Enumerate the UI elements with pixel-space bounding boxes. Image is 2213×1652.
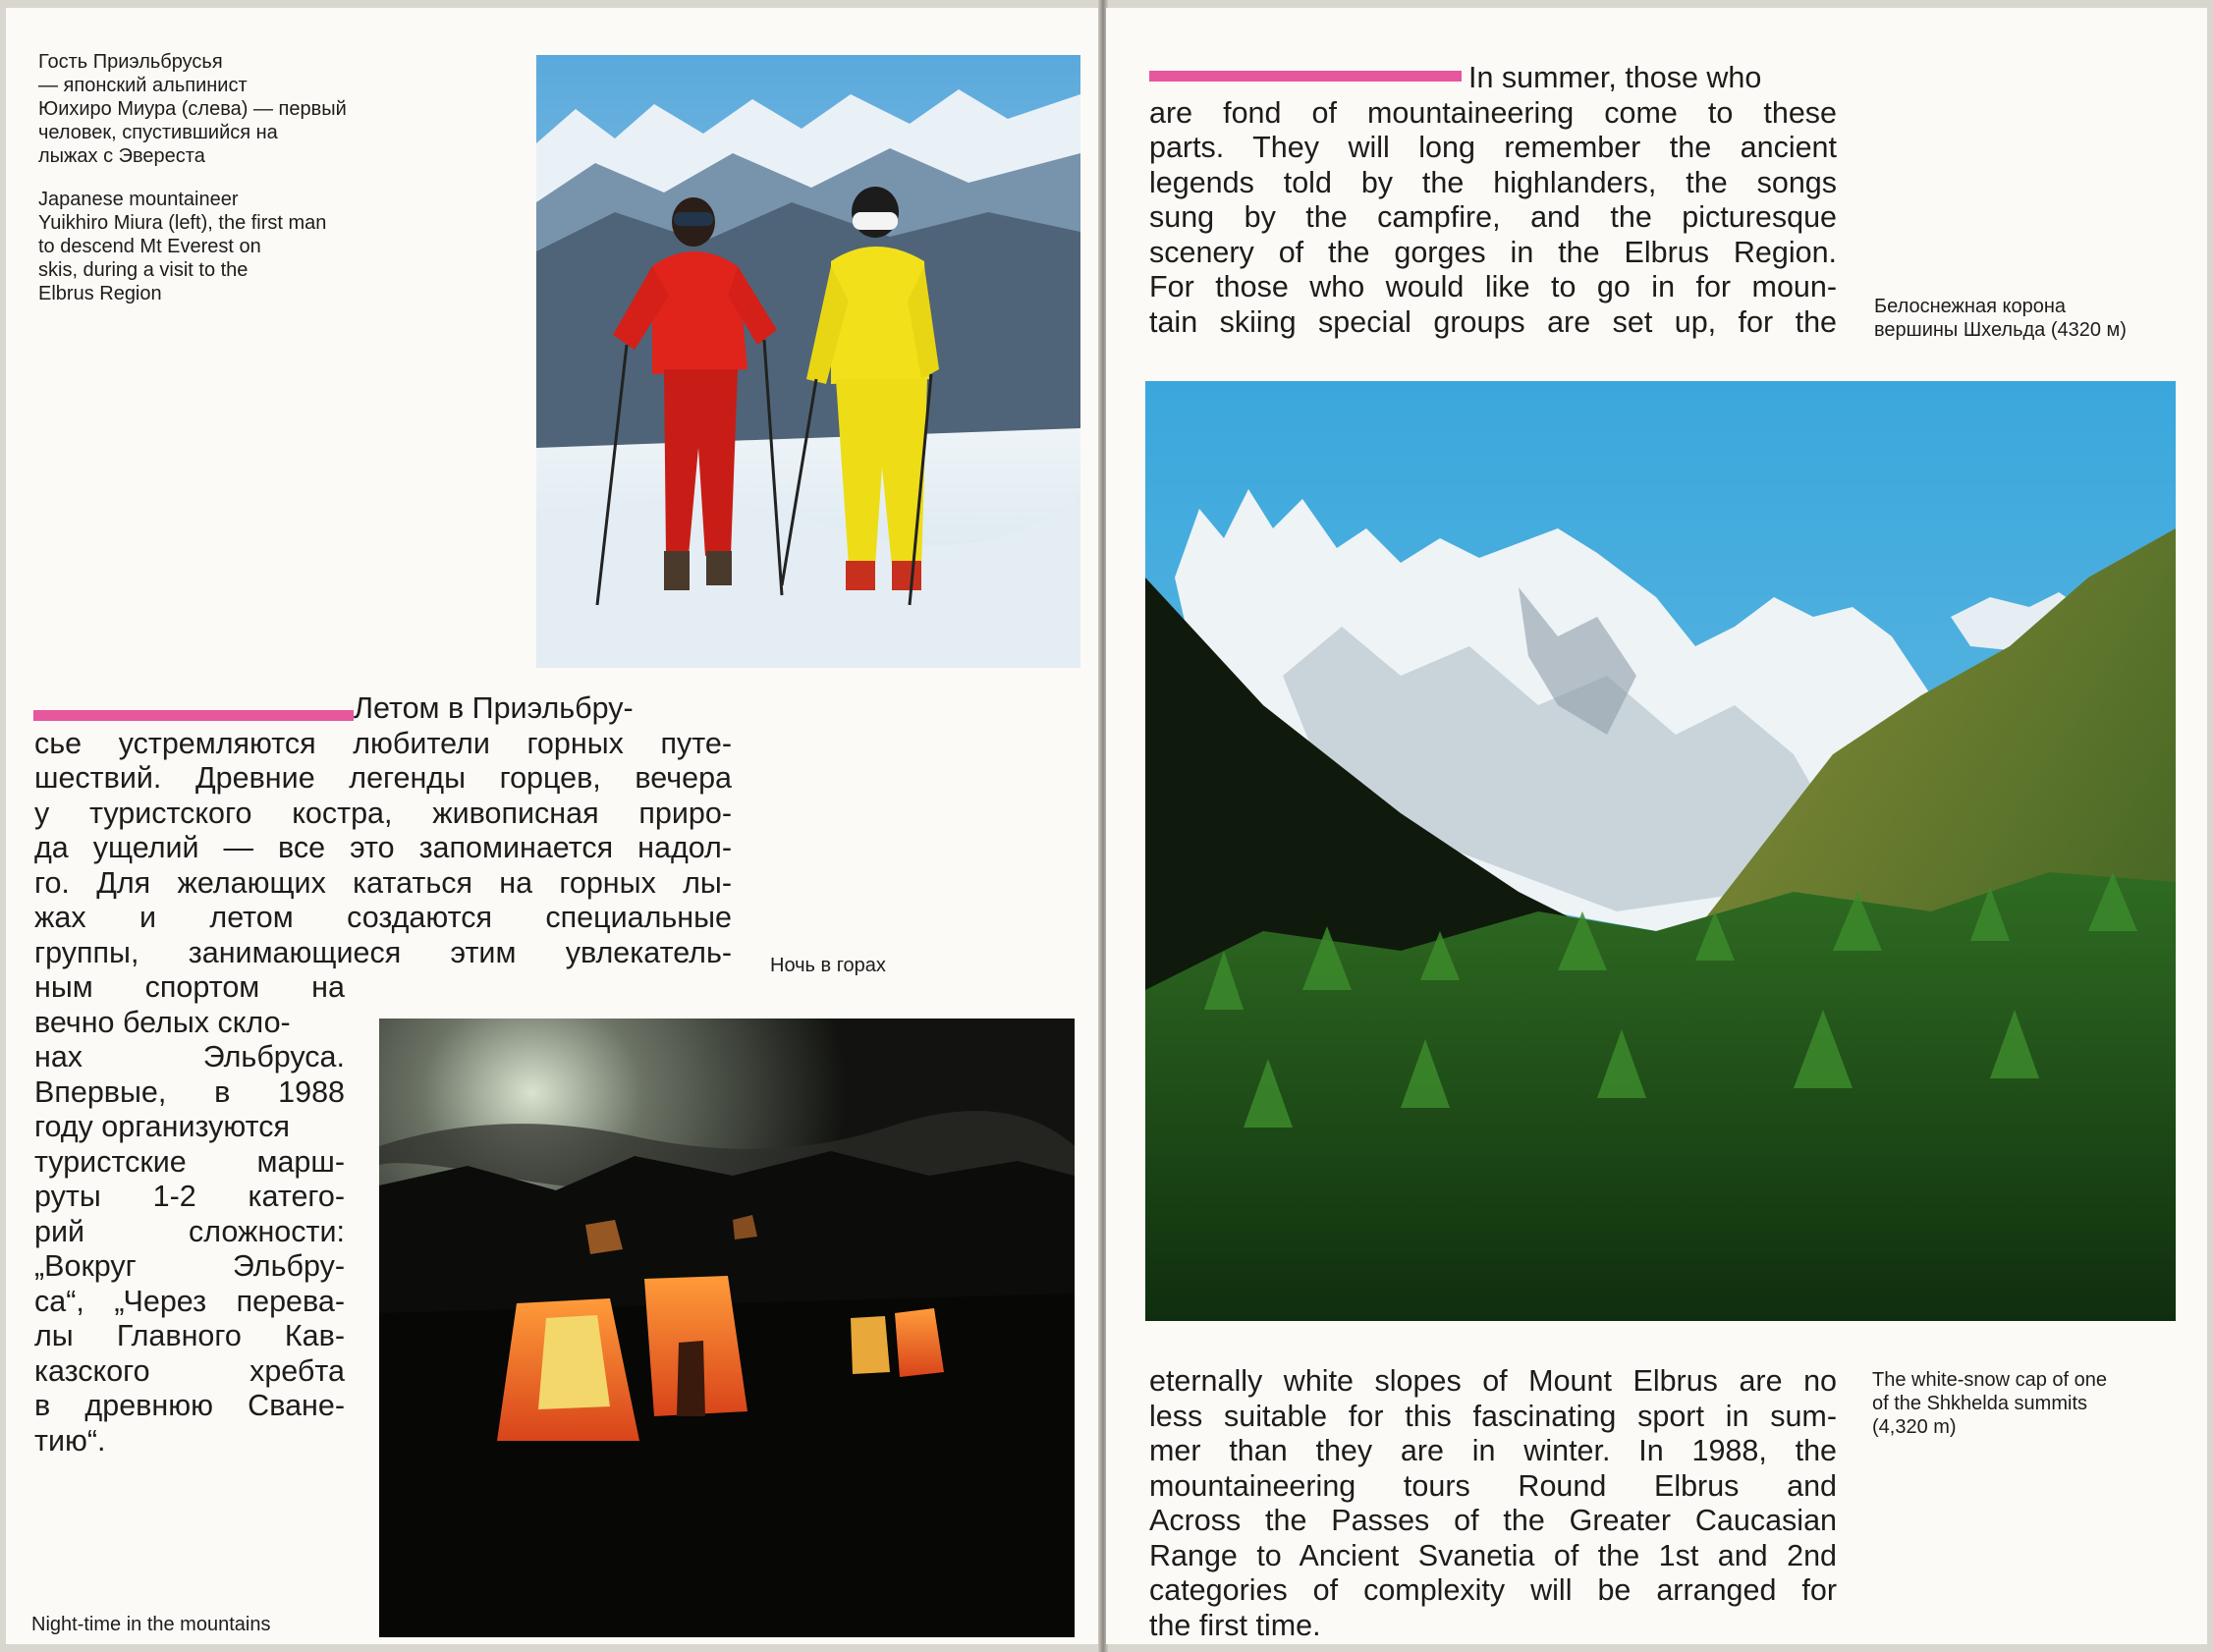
- skiers-photo: [536, 55, 1080, 668]
- caption-night-ru: Ночь в горах: [770, 955, 886, 976]
- caption-skiers: [38, 50, 347, 325]
- night-tents-photo: [379, 1019, 1075, 1637]
- caption-summit-ru: Белоснежная корона вершины Шхельда (4320 м): [1874, 296, 2127, 341]
- caption-summit-en: The white-snow cap of one of the Shkhelda summits (4,320 m): [1872, 1369, 2108, 1438]
- shkhelda-summit-photo: [1145, 381, 2176, 1321]
- caption-night-en: Night-time in the mountains: [31, 1614, 271, 1635]
- body-text-ru-narrow: ным спортом на вечно белых скло- нах Эльбруса. Впервые, в 1988 году организуются туристские марш- руты 1-2 катего- рий сложности: „Вокруг Эльбру- са“, „Через перева- лы Главного Кав- казского хребта в древнюю Сване- тию“.: [34, 970, 345, 1458]
- body-text-en-bottom: eternally white slopes of Mount Elbrus are no less suitable for this fascinating sport in sum- mer than they are in winter. In 1988, the mountaineering tours Round Elbrus and Across the Passes of the Greater Caucasian Range to Ancient Svanetia of the 1st and 2nd categories of complexity will be arranged for the first time.: [1149, 1364, 1837, 1642]
- caption-skiers-ru: Гость Приэльбрусья — японский альпинист Юихиро Миура (слева) — первый человек, спустившийся на лыжах с Эвереста: [38, 51, 347, 167]
- body-text-ru-wide: Летом в Приэльбру- сье устремляются любители горных путе- шествий. Древние легенды горцев, вечера у туристского костра, живописная приро- да ущелий — все это запоминается надол- го. Для желающих кататься на горных лы- жах и летом создаются специальные группы, занимающиеся этим увлекатель-: [34, 691, 732, 969]
- right-page: [1106, 8, 2207, 1644]
- caption-skiers-en: Japanese mountaineer Yuikhiro Miura (left), the first man to descend Mt Everest on skis, during a visit to the Elbrus Region: [38, 189, 327, 304]
- left-page: [6, 8, 1100, 1644]
- body-text-en-top: In summer, those who are fond of mountaineering come to these parts. They will long remember the ancient legends told by the highlanders, the songs sung by the campfire, and the picturesque scenery of the gorges in the Elbrus Region. For those who would like to go in for moun- tain skiing special groups are set up, for the: [1149, 61, 1837, 339]
